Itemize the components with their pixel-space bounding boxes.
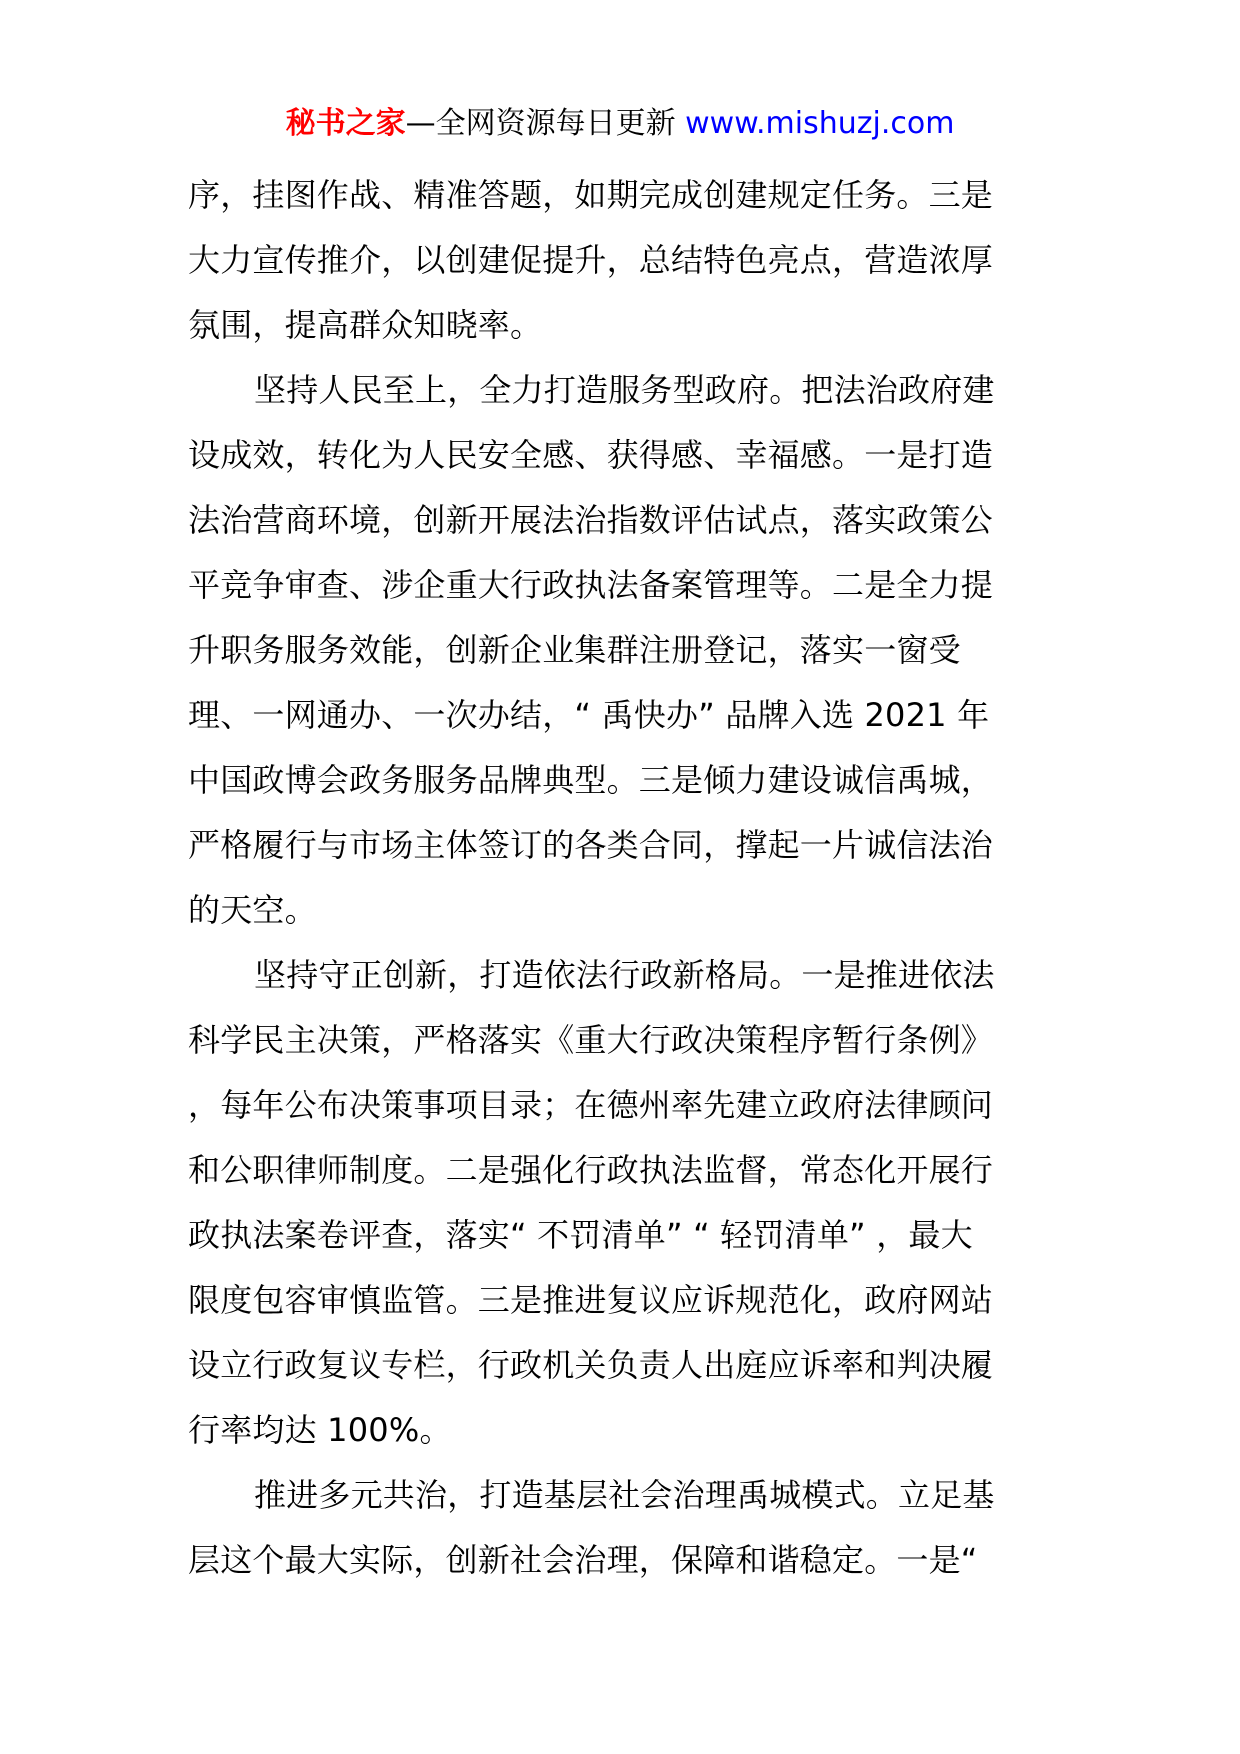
text-line: 政执法案卷评查，落实“ 不罚清单” “ 轻罚清单” ，最大	[188, 1216, 973, 1254]
text-line: 严格履行与市场主体签订的各类合同，撑起一片诚信法治	[188, 826, 994, 864]
text-line: 序，挂图作战、精准答题，如期完成创建规定任务。三是	[188, 176, 994, 214]
text-line: 中国政博会政务服务品牌典型。三是倾力建设诚信禹城，	[188, 761, 994, 799]
text-line: 大力宣传推介，以创建促提升，总结特色亮点，营造浓厚	[188, 241, 994, 279]
text-line: 坚持人民至上，全力打造服务型政府。把法治政府建	[254, 371, 995, 409]
text-line: 法治营商环境，创新开展法治指数评估试点，落实政策公	[188, 501, 994, 539]
text-line: 设成效，转化为人民安全感、获得感、幸福感。一是打造	[188, 436, 994, 474]
text-line: 氛围，提高群众知晓率。	[188, 306, 543, 344]
text-line: 科学民主决策，严格落实《重大行政决策程序暂行条例》	[188, 1021, 994, 1059]
text-line: 推进多元共治，打造基层社会治理禹城模式。立足基	[254, 1476, 995, 1514]
text-line: 限度包容审慎监管。三是推进复议应诉规范化，政府网站	[188, 1281, 994, 1319]
text-line: ，每年公布决策事项目录；在德州率先建立政府法律顾问	[188, 1086, 994, 1124]
text-line: 升职务服务效能，创新企业集群注册登记，落实一窗受	[188, 631, 961, 669]
text-line: 平竞争审查、涉企重大行政执法备案管理等。二是全力提	[188, 566, 994, 604]
text-line: 行率均达 100%。	[188, 1411, 452, 1449]
text-line: 层这个最大实际，创新社会治理，保障和谐稳定。一是“	[188, 1541, 978, 1579]
text-line: 理、一网通办、一次办结，“ 禹快办” 品牌入选 2021 年	[188, 696, 990, 734]
brand-name: 秘书之家	[285, 106, 406, 141]
text-line: 坚持守正创新，打造依法行政新格局。一是推进依法	[254, 956, 995, 994]
text-line: 的天空。	[188, 891, 317, 929]
document-body	[188, 163, 1068, 1593]
header-tagline: —全网资源每日更新	[405, 106, 676, 141]
text-line: 设立行政复议专栏，行政机关负责人出庭应诉率和判决履	[188, 1346, 994, 1384]
text-line: 和公职律师制度。二是强化行政执法监督，常态化开展行	[188, 1151, 994, 1189]
page-header	[0, 100, 1240, 148]
site-url-link[interactable]: www.mishuzj.com	[685, 106, 955, 141]
